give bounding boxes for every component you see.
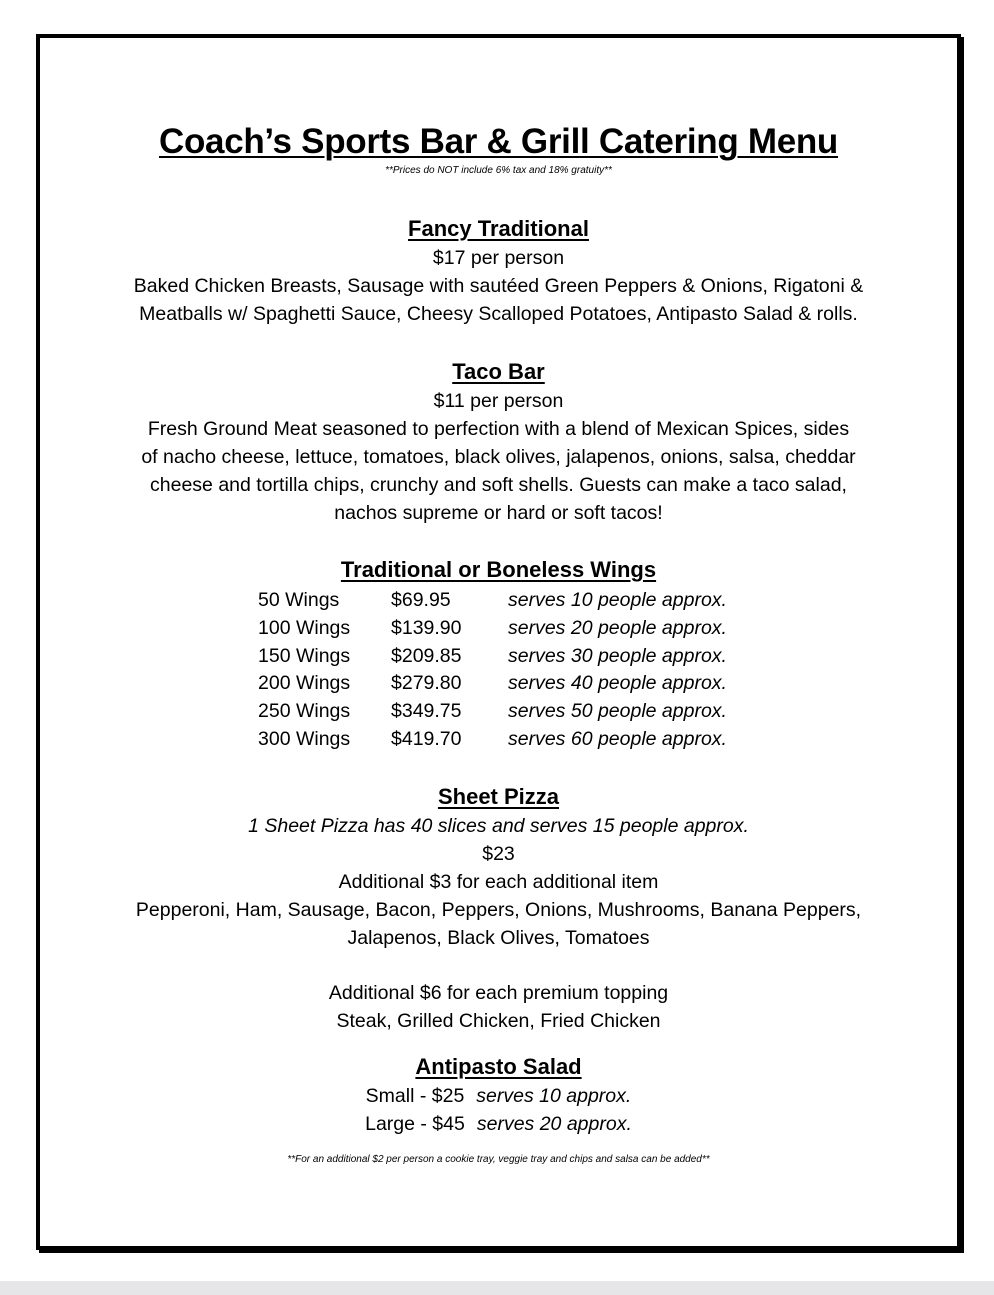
menu-title: Coach’s Sports Bar & Grill Catering Menu bbox=[158, 122, 839, 161]
sheet-pizza-additional-item: Additional $3 for each additional item bbox=[338, 871, 659, 893]
viewer-bottom-strip bbox=[0, 1281, 994, 1295]
menu-page-frame bbox=[36, 34, 961, 1250]
taco-bar-desc-line: cheese and tortilla chips, crunchy and soft shells. Guests can make a taco salad, bbox=[150, 474, 847, 496]
wings-row bbox=[258, 643, 727, 671]
wings-row bbox=[258, 615, 727, 643]
wings-serves: serves 20 people approx. bbox=[508, 616, 727, 639]
fancy-traditional-price: $17 per person bbox=[432, 247, 565, 269]
taco-bar-desc-line: of nacho cheese, lettuce, tomatoes, black olives, jalapenos, onions, salsa, cheddar bbox=[141, 446, 856, 468]
antipasto-salad-large-label: Large - $45 bbox=[365, 1113, 465, 1135]
sheet-pizza-toppings-line: Jalapenos, Black Olives, Tomatoes bbox=[347, 927, 650, 949]
fancy-traditional-title: Fancy Traditional bbox=[408, 216, 589, 241]
wings-quantity: 150 Wings bbox=[258, 644, 351, 667]
wings-quantity: 100 Wings bbox=[258, 616, 351, 639]
wings-quantity: 200 Wings bbox=[258, 672, 351, 695]
wings-price: $419.70 bbox=[391, 727, 462, 750]
sheet-pizza-serving-note: 1 Sheet Pizza has 40 slices and serves 15 people approx. bbox=[248, 815, 749, 837]
taco-bar-price: $11 per person bbox=[433, 390, 564, 412]
wings-quantity: 300 Wings bbox=[258, 727, 351, 750]
antipasto-salad-small-row bbox=[40, 1082, 957, 1110]
wings-serves: serves 10 people approx. bbox=[508, 589, 727, 611]
wings-row bbox=[258, 698, 727, 726]
antipasto-salad-large-row bbox=[40, 1110, 957, 1138]
sheet-pizza-toppings-line: Pepperoni, Ham, Sausage, Bacon, Peppers, Onions, Mushrooms, Banana Peppers, bbox=[135, 899, 862, 921]
sheet-pizza-additional-premium: Additional $6 for each premium topping bbox=[328, 982, 669, 1004]
antipasto-salad-small-serves: serves 10 approx. bbox=[476, 1085, 632, 1107]
wings-price: $209.85 bbox=[391, 644, 462, 667]
fancy-traditional-desc-line: Meatballs w/ Spaghetti Sauce, Cheesy Scalloped Potatoes, Antipasto Salad & rolls. bbox=[139, 303, 858, 325]
wings-price-table bbox=[258, 587, 727, 754]
wings-price: $349.75 bbox=[391, 700, 462, 723]
taco-bar-desc-line: Fresh Ground Meat seasoned to perfection with a blend of Mexican Spices, sides bbox=[147, 418, 850, 440]
taco-bar-desc-line: nachos supreme or hard or soft tacos! bbox=[334, 502, 663, 524]
wings-row bbox=[258, 587, 727, 615]
taco-bar-title: Taco Bar bbox=[452, 359, 545, 384]
wings-serves: serves 40 people approx. bbox=[508, 672, 727, 695]
sheet-pizza-price: $23 bbox=[482, 843, 515, 865]
wings-serves: serves 30 people approx. bbox=[508, 644, 727, 667]
wings-price: $69.95 bbox=[391, 589, 451, 611]
tax-note: **Prices do NOT include 6% tax and 18% gratuity** bbox=[385, 165, 612, 176]
sheet-pizza-premium-toppings: Steak, Grilled Chicken, Fried Chicken bbox=[336, 1010, 661, 1032]
wings-row bbox=[258, 726, 727, 754]
wings-price: $139.90 bbox=[391, 616, 462, 639]
wings-serves: serves 50 people approx. bbox=[508, 700, 727, 723]
sheet-pizza-title: Sheet Pizza bbox=[437, 784, 560, 809]
antipasto-salad-small-label: Small - $25 bbox=[365, 1085, 465, 1107]
wings-serves: serves 60 people approx. bbox=[508, 727, 727, 750]
antipasto-salad-large-serves: serves 20 approx. bbox=[476, 1113, 632, 1135]
wings-title: Traditional or Boneless Wings bbox=[340, 557, 657, 582]
antipasto-salad-title: Antipasto Salad bbox=[415, 1054, 582, 1079]
wings-quantity: 250 Wings bbox=[258, 700, 351, 723]
wings-row bbox=[258, 670, 727, 698]
wings-price: $279.80 bbox=[391, 672, 462, 695]
wings-quantity: 50 Wings bbox=[258, 589, 340, 611]
footer-note: **For an additional $2 per person a cookie tray, veggie tray and chips and salsa can be added** bbox=[287, 1154, 710, 1165]
fancy-traditional-desc-line: Baked Chicken Breasts, Sausage with sautéed Green Peppers & Onions, Rigatoni & bbox=[133, 275, 864, 297]
